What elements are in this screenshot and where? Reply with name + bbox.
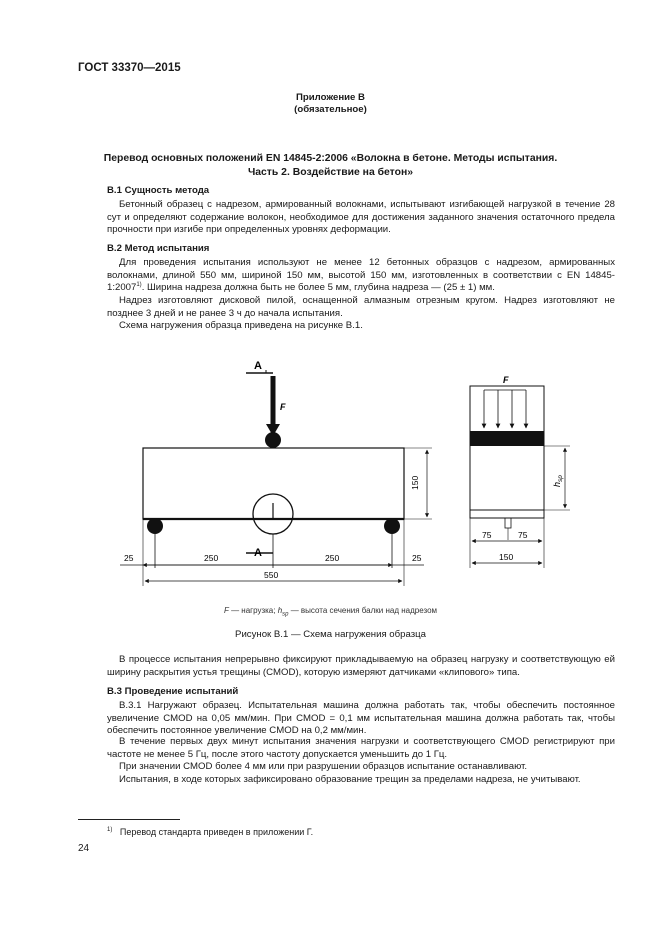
dimension-left-overhang: 25 — [124, 553, 134, 563]
dimension-left-span: 250 — [204, 553, 219, 563]
footnote-text: Перевод стандарта приведен в приложении Г. — [119, 827, 314, 837]
section-label-a-bottom: А — [254, 547, 262, 559]
section-heading-b1: В.1 Сущность метода — [107, 185, 210, 196]
legend-part2: — высота сечения балки над надрезом — [288, 606, 438, 615]
dimension-section-width: 150 — [499, 552, 514, 562]
section-heading-b3: В.3 Проведение испытаний — [107, 686, 239, 697]
svg-text:hsp — [552, 475, 564, 487]
paragraph-b3-4: Испытания, в ходе которых зафиксировано образование трещин за пределами надреза, не учитывают. — [119, 774, 581, 785]
footnote-ref: 1) — [136, 282, 142, 288]
paragraph-b2-1 — [107, 257, 615, 295]
dimension-half-width-right: 75 — [518, 530, 528, 540]
loading-scheme-figure — [0, 340, 661, 610]
compression-zone — [470, 431, 544, 446]
paragraph-after-figure: В процессе испытания непрерывно фиксируют прикладываемую на образец нагрузку и соответствующую ей ширину раскрытия устья трещины (CMOD), которую измеряют датчиками «клипового» типа. — [107, 654, 615, 678]
paragraph-b2-2: Надрез изготовляют дисковой пилой, оснащенной алмазным отрезным кругом. Надрез изготовляют не позднее 3 дней и не ранее 3 ч до начала испытания. — [107, 295, 615, 319]
section-heading-b2: В.2 Метод испытания — [107, 243, 210, 254]
standard-header: ГОСТ 33370—2015 — [78, 62, 181, 74]
load-roller — [265, 432, 281, 448]
hsp-label: h — [552, 481, 562, 487]
legend-f: F — [223, 606, 229, 615]
paragraph-b3-1: В.3.1 Нагружают образец. Испытательная машина должна работать так, чтобы обеспечить постоянное увеличение CMOD на 0,05 мм/мин. При CMOD = 0,1 мм испытательная машина должна работать так, чтобы обеспечить постоянное увеличение CMOD на 0,2 мм/мин. — [107, 700, 615, 737]
paragraph-b3-3: При значении CMOD более 4 мм или при разрушении образцов испытание останавливают. — [119, 761, 528, 772]
doc-title-line1: Перевод основных положений EN 14845-2:2006 «Волокна в бетоне. Методы испытания. — [103, 153, 558, 164]
cross-section-outline — [470, 386, 544, 518]
paragraph-b2-1-part-b: . Ширина надреза должна быть не более 5 мм, глубина надреза — (25 ± 1) мм. — [141, 282, 495, 294]
dimension-right-overhang: 25 — [412, 553, 422, 563]
left-support-roller — [147, 518, 163, 534]
beam-height-dimension: 150 — [410, 475, 420, 490]
hsp-subscript: sp — [557, 475, 564, 482]
annex-title: Приложение В — [296, 92, 365, 103]
footnote — [107, 826, 313, 839]
figure-legend — [0, 606, 661, 618]
load-label-f: F — [280, 402, 286, 412]
paragraph-b2-3: Схема нагружения образца приведена на рисунке В.1. — [119, 320, 363, 331]
paragraph-b3-2: В течение первых двух минут испытания значения нагрузки и соответствующего CMOD регистрируют при частоте не менее 5 Гц, после этого частоту допускается уменьшить до 1 Гц. — [107, 736, 615, 760]
page-number: 24 — [78, 843, 90, 854]
footnote-mark: 1) — [107, 827, 113, 833]
distributed-load-label-f: F — [503, 375, 509, 385]
legend-sub: sp — [282, 611, 289, 618]
section-label-a-top: А — [254, 360, 262, 372]
paragraph-b1: Бетонный образец с надрезом, армированный волокнами, испытывают изгибающей нагрузкой в течение 28 сут и определяют содержание волокон, необходимое для достижения заданного значения остаточного предела прочности при изгибе при определенных уровнях деформации. — [107, 199, 615, 236]
legend-h: h — [277, 606, 283, 615]
annex-status: (обязательное) — [294, 104, 367, 115]
dimension-half-width-left: 75 — [482, 530, 492, 540]
figure-caption: Рисунок В.1 — Схема нагружения образца — [235, 629, 426, 640]
footnote-separator — [78, 819, 180, 820]
doc-title-line2: Часть 2. Воздействие на бетон» — [247, 167, 414, 178]
dimension-total-length: 550 — [264, 570, 279, 580]
dimension-right-span: 250 — [325, 553, 340, 563]
cross-section-notch — [505, 518, 511, 528]
paragraph-b2-1-part-a: Для проведения испытания используют не менее 12 бетонных образцов с надрезом, армированных волокнами, длиной 550 мм, шириной 150 мм, высотой 150 мм, изготовленных в соответствии с EN 14845-1:2007 — [107, 257, 615, 294]
right-support-roller — [384, 518, 400, 534]
legend-part1: — нагрузка; — [228, 606, 278, 615]
